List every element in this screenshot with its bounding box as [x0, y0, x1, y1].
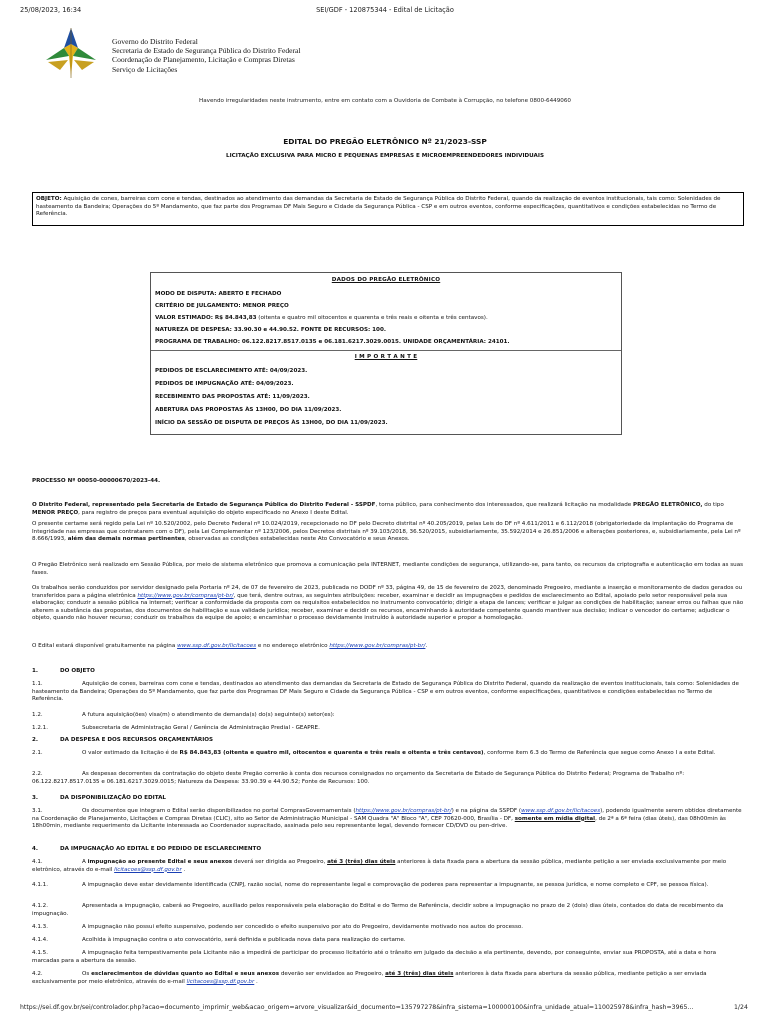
compras-gov-link[interactable]: https://www.gov.br/compras/pt-br/ — [137, 592, 234, 599]
item-4-1-text — [32, 859, 744, 874]
item-4-2-text — [32, 971, 744, 986]
paragraph-regencia — [32, 521, 744, 544]
pedidos-esclarecimento: PEDIDOS DE ESCLARECIMENTO ATÉ: 04/09/2023. — [155, 368, 308, 374]
item-1-2-text: A futura aquisição(ões) visa(m) o atendimento de demanda(s) do(s) seguinte(s) setor(es): — [82, 712, 335, 718]
intro-modalidade: PREGÃO ELETRÔNICO, — [632, 502, 703, 508]
objeto-text: Aquisição de cones, barreiras com cone e tendas, destinados ao atendimento das demandas da Secretaria de Estado de Segurança Pública do Distrito Federal, quando da realização de eventos institucionais, tais como: Solenidades de hasteamento da Bandeira; Operações do 5º Mandamento, que faz parte dos Programas DF Mais Seguro e Cidade da Segurança Pública - CSP e em outros eventos, conforme especificações, quantitativos e condições estabelecidas no Termo de Referência. — [36, 196, 721, 218]
item-4-1-impugnacao: impugnação ao presente Edital e seus anexos — [87, 859, 233, 865]
print-header — [0, 6, 770, 18]
item-4-1-4-text: Acolhida à impugnação contra o ato convocatório, será definida e publicada nova data para realização do certame. — [82, 937, 406, 943]
intro-tipo: MENOR PREÇO — [32, 509, 79, 516]
item-1-2-1-text: Subsecretaria de Administração Geral / Gerência de Administração Predial - GEAPRE. — [82, 725, 320, 731]
valor-extenso: (oitenta e quatro mil oitocentos e quarenta e três reais e oitenta e três centavos). — [256, 315, 488, 321]
section-3-number: 3. — [32, 795, 39, 801]
sspdf-licitacoes-link[interactable]: www.ssp.df.gov.br/licitacoes — [521, 808, 601, 814]
regencia-text-c: , observadas as condições estabelecidas neste Ato Convocatório e seus Anexos. — [184, 536, 410, 543]
modo-disputa: MODO DE DISPUTA: ABERTO E FECHADO — [155, 291, 282, 297]
programa-trabalho: PROGRAMA DE TRABALHO: 06.122.8217.8517.0135 e 06.181.6217.3029.0015. UNIDADE ORÇAMENTÁRIA: 24101. — [155, 339, 510, 345]
natureza-despesa: NATUREZA DE DESPESA: 33.90.30 e 44.90.52. FONTE DE RECURSOS: 100. — [155, 327, 386, 333]
section-1-number: 1. — [32, 668, 39, 674]
item-4-1-1-number: 4.1.1. — [32, 882, 49, 888]
regencia-bold: além das demais normas pertinentes — [67, 536, 185, 543]
item-1-2-number: 1.2. — [32, 712, 43, 718]
valor-estimado — [155, 315, 488, 321]
item-4-1-number: 4.1. — [32, 859, 43, 865]
valor-estimado-label: VALOR ESTIMADO: R$ 84.843,83 — [155, 315, 257, 321]
item-4-1-3-number: 4.1.3. — [32, 924, 49, 930]
panel-divider — [151, 350, 621, 351]
section-1-title: DO OBJETO — [60, 668, 95, 674]
item-4-2-e: anteriores à data fixada para abertura da sessão pública, mediante petição a ser enviada exclusivamente por meio eletrônico, através do e-mail — [32, 971, 707, 985]
criterio-julgamento: CRITÉRIO DE JULGAMENTO: MENOR PREÇO — [155, 303, 289, 309]
item-4-2-f: . — [254, 978, 258, 985]
item-3-1-b: ) e na página da SSPDF ( — [451, 808, 522, 814]
item-4-1-5-text: A impugnação feita tempestivamente pela Licitante não a impedirá de participar do processo licitatório até o trânsito em julgado da decisão a ela pertinente, devendo, por conseguinte, enviar sua PROPOSTA, até a data e hora marcadas para a abertura da sessão. — [32, 950, 717, 964]
org-line-servico: Serviço de Licitações — [112, 64, 178, 74]
item-2-1-number: 2.1. — [32, 750, 43, 756]
panel-heading: DADOS DO PREGÃO ELETRÔNICO — [331, 277, 441, 283]
org-line-coordenacao: Coordenação de Planejamento, Licitação e Compras Diretas — [112, 55, 295, 65]
item-4-1-f: . — [181, 866, 186, 873]
item-2-2-text: As despesas decorrentes da contratação do objeto deste Pregão correrão à conta dos recursos consignados no orçamento da Secretaria de Estado de Segurança Pública do Distrito Federal; Programa de Trabalho nº: 06.122.8217.8517.0135 e 06.181.6217.3029.0015; Natureza da Despesa: 33.90.39 e 44.90.52; Fonte de Recursos: 100. — [32, 771, 685, 785]
intro-text-a: , torna público, para conhecimento dos interessados, que realizará licitação na modalidade — [375, 502, 633, 508]
item-1-2-1-number: 1.2.1. — [32, 725, 49, 731]
licitacoes-email-link[interactable]: licitacoes@ssp.df.gov.br — [114, 866, 182, 873]
compras-gov-link-2[interactable]: https://www.gov.br/compras/pt-br/ — [329, 643, 426, 649]
item-3-1-number: 3.1. — [32, 808, 43, 814]
paragraph-intro — [32, 502, 744, 517]
item-4-1-2-text: Apresentada a impugnação, caberá ao Pregoeiro, auxiliado pelos responsáveis pela elaboração do Edital e do Termo de Referência, decidir sobre a impugnação no prazo de 2 (dois) dias úteis, contados do data de recebimento da impugnação. — [32, 903, 724, 917]
disponibilidade-text-b: e no endereço eletrônico — [256, 643, 330, 649]
item-2-1-text — [32, 750, 744, 758]
org-line-governo: Governo do Distrito Federal — [112, 37, 198, 46]
objeto-label: OBJETO: — [36, 196, 62, 202]
processo-number: PROCESSO Nº 00050-00000670/2023-44. — [32, 478, 161, 484]
ouvidoria-warning: Havendo irregularidades neste instrumento, entre em contato com a Ouvidoria de Combate à Corrupção, no telefone 0800-6449060 — [199, 98, 571, 104]
paragraph-sessao-publica: O Pregão Eletrônico será realizado em Sessão Pública, por meio de sistema eletrônico que promova a comunicação pela INTERNET, mediante condições de segurança, utilizando-se, para tanto, os recursos da criptografia e autenticação em todas as suas fases. — [32, 562, 744, 576]
edital-title: EDITAL DO PREGÃO ELETRÔNICO Nº 21/2023-SSP — [283, 137, 487, 146]
item-4-1-3-text: A impugnação não possui efeito suspensivo, podendo ser concedido o efeito suspensivo por ato do Pregoeiro, devidamente motivado nos autos do processo. — [82, 924, 523, 930]
importante-heading: I M P O R T A N T E — [354, 354, 418, 360]
org-block — [112, 37, 301, 74]
intro-bold: O Distrito Federal, representado pela Secretaria de Estado de Segurança Pública do Distrito Federal - SSPDF — [32, 502, 376, 508]
inicio-sessao: INÍCIO DA SESSÃO DE DISPUTA DE PREÇOS ÀS 13H00, DO DIA 11/09/2023. — [155, 420, 388, 426]
intro-text-e: , para registro de preços para eventual aquisição do objeto especificado no Anexo I deste Edital. — [78, 509, 349, 516]
item-3-1-c: ), podendo igualmente serem obtidos diretamente na Coordenação de Planejamento, Licitações e Compras Diretas (CLIC), sito ao Setor de Administração Municipal - SAM Quadra "A" Bloco "A", CEP 70620-000, Brasília - DF, — [32, 808, 742, 822]
section-4-number: 4. — [32, 846, 39, 852]
item-4-2-c: deverão ser envidados ao Pregoeiro, — [279, 971, 386, 977]
pedidos-impugnacao: PEDIDOS DE IMPUGNAÇÃO ATÉ: 04/09/2023. — [155, 381, 294, 387]
item-4-1-2-number: 4.1.2. — [32, 903, 49, 909]
edital-subtitle: LICITAÇÃO EXCLUSIVA PARA MICRO E PEQUENAS EMPRESAS E MICROEMPREENDEDORES INDIVIDUAIS — [226, 153, 544, 159]
item-3-1-e: , de 2ª a 6ª feira (dias úteis), das 08h00min às 18h00min, mediante requerimento da Licitante interessada ao Coordenador supracitado, assinada pelo seu representante legal, devendo fornecer CD/DVD ou pen-drive. — [32, 815, 726, 830]
comprasgov-portal-link[interactable]: https://www.gov.br/compras/pt-br/ — [355, 808, 452, 814]
item-3-1-text — [32, 808, 744, 831]
objeto-box — [32, 192, 744, 226]
abertura-propostas: ABERTURA DAS PROPOSTAS ÀS 13H00, DO DIA 11/09/2023. — [155, 407, 342, 413]
section-2-number: 2. — [32, 737, 39, 743]
section-3-title: DA DISPONIBILIZAÇÃO DO EDITAL — [60, 795, 166, 801]
disponibilidade-text-c: . — [425, 643, 428, 649]
item-4-1-1-text: A impugnação deve estar devidamente identificada (CNPJ, razão social, nome do representante legal e comprovação de poderes para representar a impugnante, se pessoa jurídica, e nome completo e CPF, se pessoa física). — [82, 882, 709, 888]
item-4-1-a: A — [82, 859, 88, 865]
org-line-secretaria: Secretaria de Estado de Segurança Pública do Distrito Federal — [112, 46, 301, 56]
item-4-1-e: anteriores à data fixada para a abertura da sessão pública, mediante petição a ser enviada exclusivamente por meio eletrônico, através do e-mail — [32, 859, 727, 873]
item-4-2-prazo: até 3 (três) dias úteis — [385, 971, 454, 977]
item-4-2-a: Os — [82, 971, 92, 977]
item-3-1-a: Os documentos que integram o Edital serão disponibilizados no portal ComprasGovernamentais ( — [82, 808, 356, 814]
item-1-1-text: Aquisição de cones, barreiras com cone e tendas, destinados ao atendimento das demandas da Secretaria de Estado de Segurança Pública do Distrito Federal, quando da realização de eventos institucionais, tais como: Solenidades de hasteamento da Bandeira; Operações do 5º Mandamento, que faz parte dos Programas DF Mais Seguro e Cidade da Segurança Pública - CSP e em outros eventos, conforme especificações, quantitativos e condições estabelecidas no Termo de Referência. — [32, 681, 739, 703]
dados-pregao-panel — [150, 272, 622, 435]
item-4-1-4-number: 4.1.4. — [32, 937, 49, 943]
recebimento-propostas: RECEBIMENTO DAS PROPOSTAS ATÉ: 11/09/2023. — [155, 394, 310, 400]
brasao-df-logo-icon — [40, 26, 102, 82]
item-2-1-valor: R$ 84.843,83 (oitenta e quatro mil, oitocentos e quarenta e três reais e oitenta e três centavos) — [179, 750, 484, 756]
item-4-2-number: 4.2. — [32, 971, 43, 977]
intro-text-c: do tipo — [702, 502, 724, 508]
print-page-title: SEI/GDF - 120875344 - Edital de Licitação — [316, 6, 454, 14]
item-4-1-5-number: 4.1.5. — [32, 950, 49, 956]
item-2-2-number: 2.2. — [32, 771, 43, 777]
item-4-1-prazo: até 3 (três) dias úteis — [327, 859, 396, 865]
disponibilidade-text-a: O Edital estará disponível gratuitamente na página — [32, 643, 178, 649]
section-4-title: DA IMPUGNAÇÃO AO EDITAL E DO PEDIDO DE ESCLARECIMENTO — [60, 846, 262, 852]
item-2-1-c: , conforme item 6.3 do Termo de Referência que segue como Anexo I a este Edital. — [483, 750, 716, 756]
print-footer-url: https://sei.df.gov.br/sei/controlador.php?acao=documento_imprimir_web&acao_origem=arvore_visualizar&id_documento=135797278&infra_sistema=100000100&infra_unidade_atual=110025978&infra_hash=3965… — [20, 1004, 694, 1011]
paragraph-pregoeiro — [32, 585, 744, 623]
item-1-1-number: 1.1. — [32, 681, 43, 687]
regencia-text-a: O presente certame será regido pela Lei nº 10.520/2002, pelo Decreto Federal nº 10.024/2019, recepcionado no DF pelo Decreto distrital nº 40.205/2019, pelas Leis do DF nº 4.611/2011 e 6.112/2018 (obrigatoriedade da implantação do Programa de Integridade nas empresas que contratarem com o DF), pela Lei Complementar nº 123/2006, pelos Decretos distritais nº 39.103/2018, 36.520/2015, subsidiariamente, 35.592/2014 e 26.851/2006 e alterações posteriores, e, subsidiariamente, pela Lei nº 8.666/1993, — [32, 521, 741, 543]
section-2-title: DA DESPESA E DOS RECURSOS ORÇAMENTÁRIOS — [60, 737, 214, 743]
item-2-1-a: O valor estimado da licitação é de — [82, 750, 180, 756]
item-3-1-midia-digital: somente em mídia digital — [514, 815, 596, 822]
pregoeiro-text-a: Os trabalhos serão conduzidos por servidor designado pela Portaria nº 24, de 07 de fevereiro de 2023, publicada no DODF nº 33, página 49, de 15 de fevereiro de 2023, denominado Pregoeiro, mediante a inserção e monitoramento de dados gerados ou transferidos para a página eletrônica — [32, 585, 743, 599]
ssp-licitacoes-link[interactable]: www.ssp.df.gov.br/licitacoes — [177, 643, 257, 649]
item-4-1-c: deverá ser dirigida ao Pregoeiro, — [232, 859, 328, 865]
print-footer-page: 1/24 — [734, 1004, 748, 1011]
licitacoes-email-link-2[interactable]: licitacoes@ssp.df.gov.br — [186, 978, 255, 985]
item-4-2-esclarecimentos: esclarecimentos de dúvidas quanto ao Edital e seus anexos — [91, 971, 280, 977]
print-datetime: 25/08/2023, 16:34 — [20, 6, 82, 14]
paragraph-disponibilidade — [32, 643, 744, 651]
pregoeiro-text-b: , que terá, dentre outras, as seguintes atribuições: receber, examinar e decidir as impugnações e pedidos de esclarecimento ao Edital, apoiado pelo setor responsável pela sua elaboração; conduzir a sessão pública na internet; verificar a conformidade da proposta com os requisitos estabelecidos no instrumento convocatório; dirigir a etapa de lances; verificar e julgar as condições de habilitação; sanear erros ou falhas que não alterem a substância das propostas, dos documentos de habilitação e sua validade jurídica; receber, examinar e decidir os recursos, encaminhando à autoridade competente quando mantiver sua decisão; indicar o vencedor do certame; adjudicar o objeto, quando não houver recurso; conduzir os trabalhos da equipe de apoio; e encaminhar o processo devidamente instruído à autoridade superior e propor a homologação. — [32, 592, 744, 622]
